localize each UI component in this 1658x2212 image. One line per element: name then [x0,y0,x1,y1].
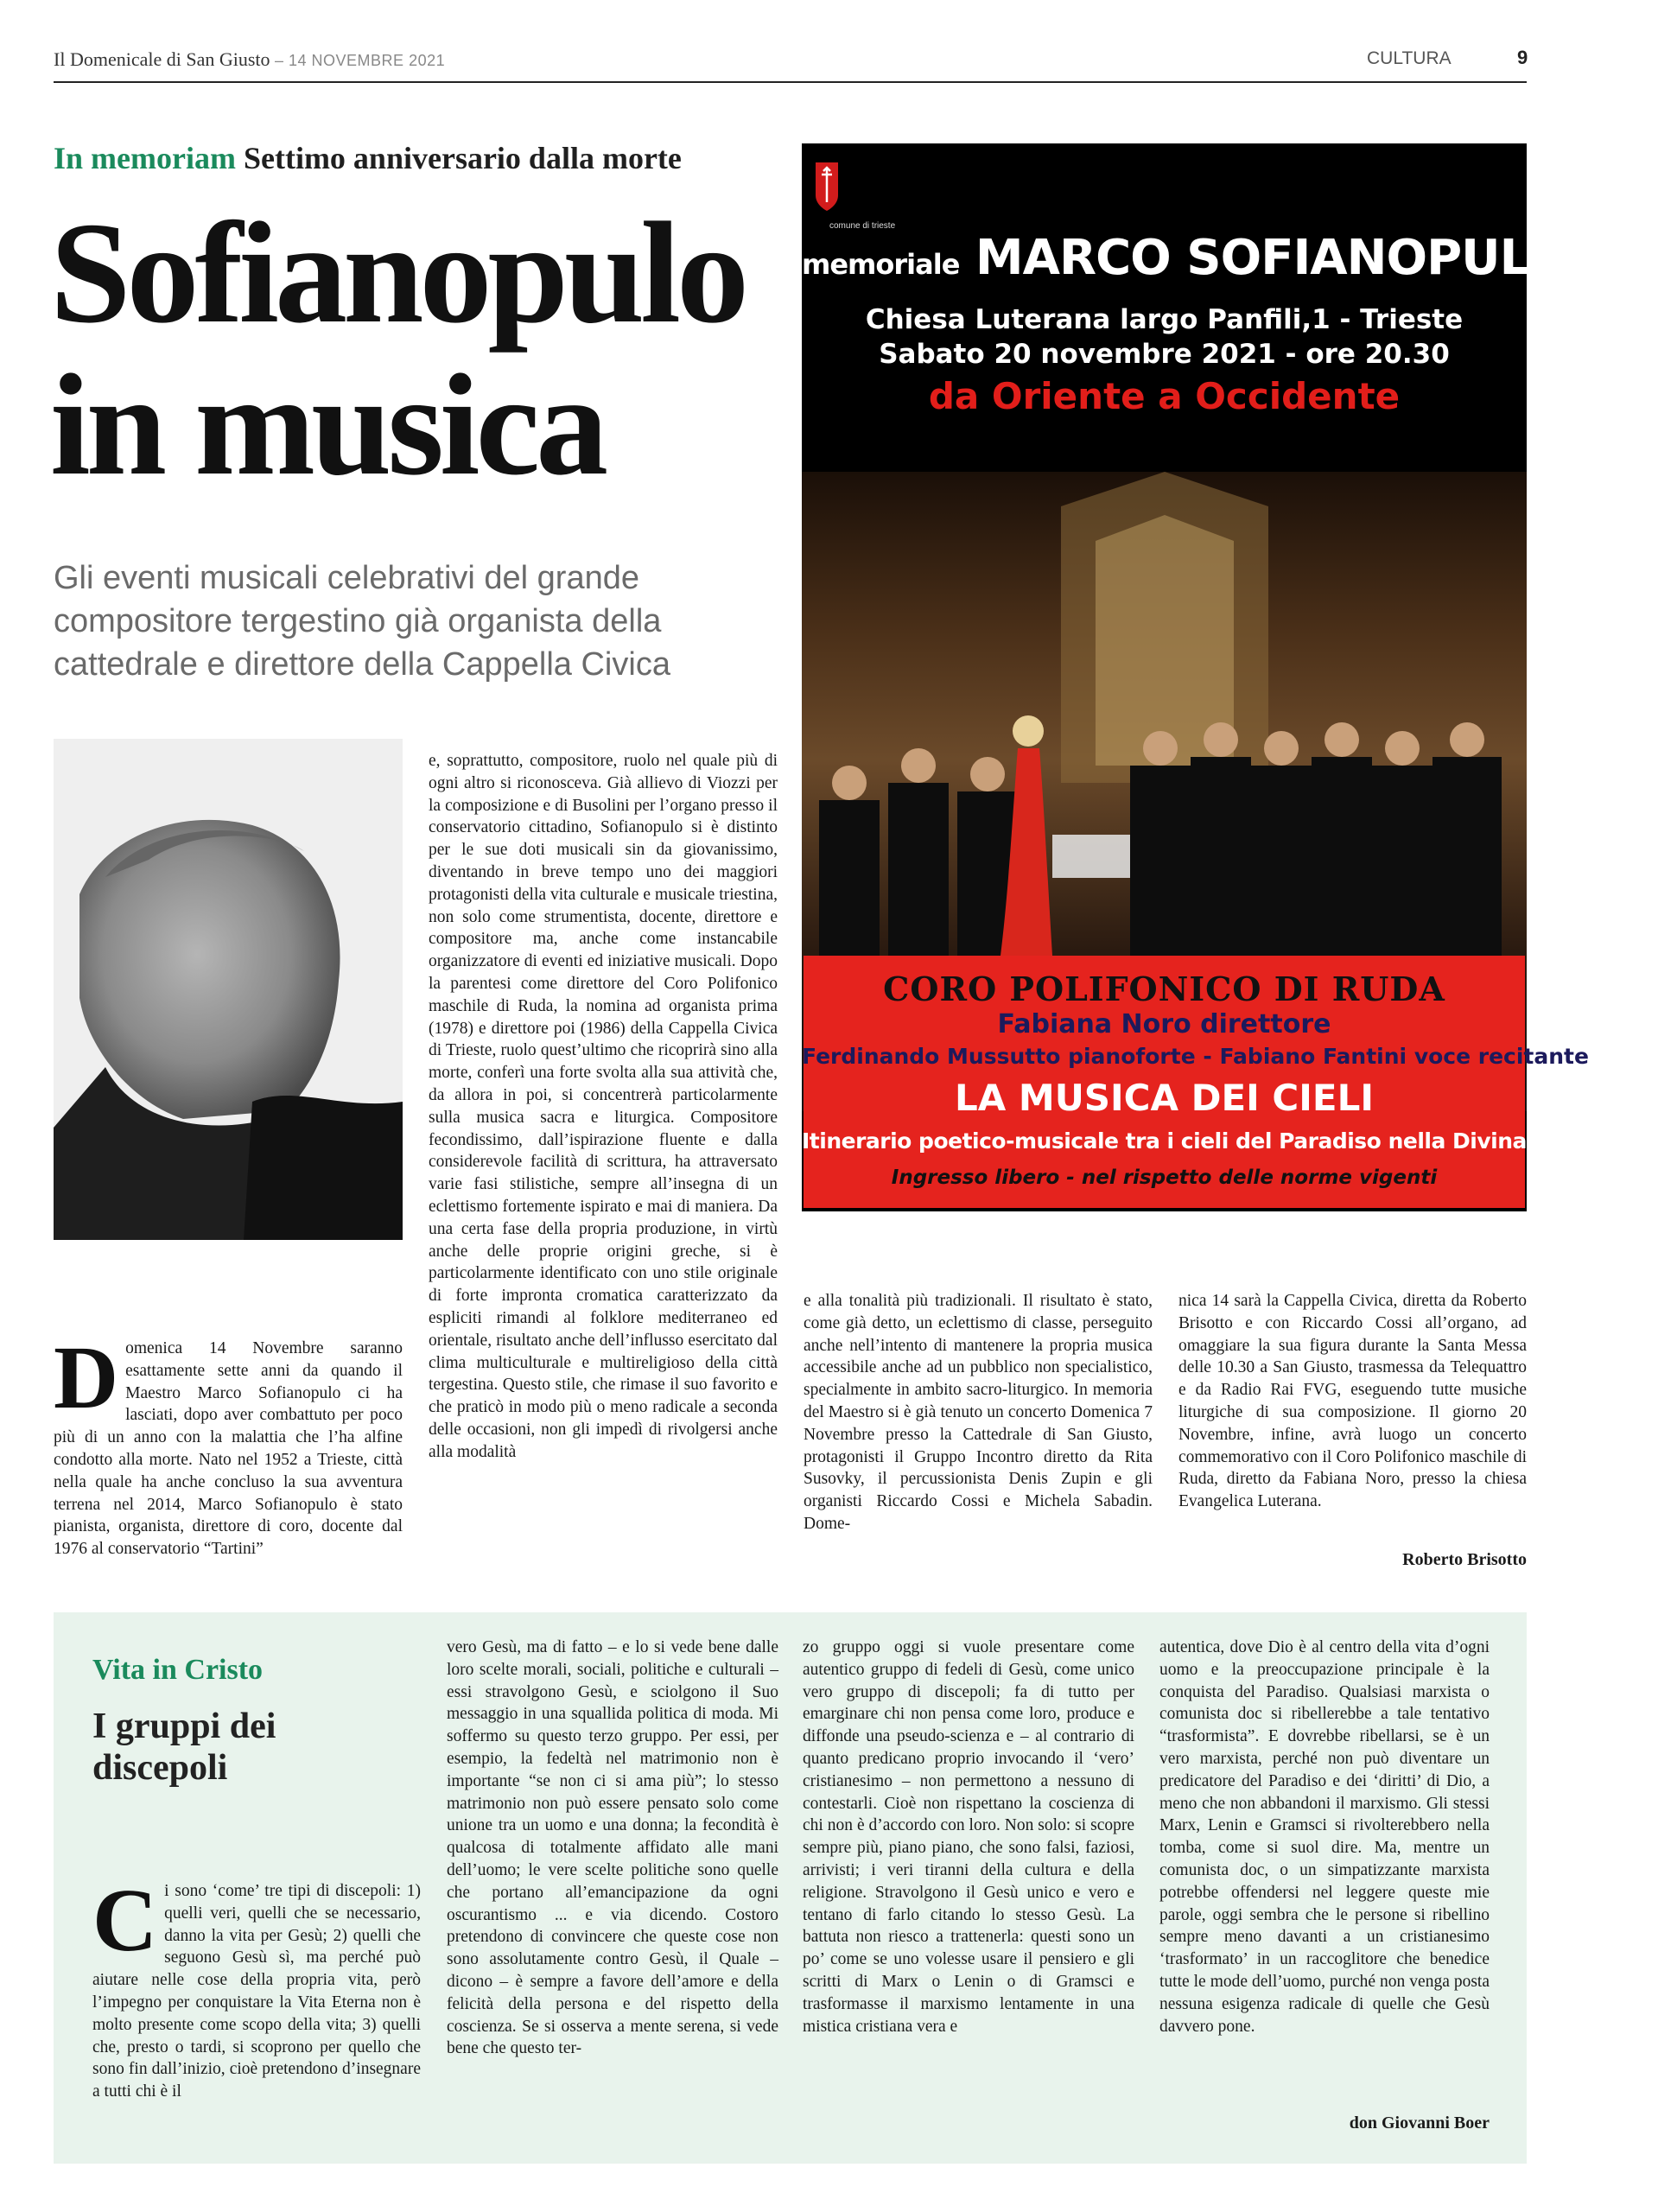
sidebar-column-2: vero Gesù, ma di fatto – e lo si vede bene dalle loro scelte morali, sociali, politiche e culturali – essi stravolgono Gesù, e sciolgono il Suo messaggio in una squallida politica di moda. Mi soffermo su questo terzo gruppo. Per essi, per esempio, la fedeltà nel matrimonio non è importante “se non ci si ama più”; lo stesso matrimonio non può essere pensato solo come unione tra un uomo e una donna; la fecondità è qualcosa di totalmente affidato alle mani dell’uomo; le vere scelte politiche sono quelle che portano all’emancipazione da ogni oscurantismo ... e via dicendo. Costoro pretendono di convincere che queste cose non sono assolutamente contro Gesù, il Quale – dicono – è sempre a favore dell’amore e della felicità della persona e del rispetto della coscienza. Se si osserva a mente serena, si vede bene che questo ter- [447,1638,778,2058]
poster-program-subtitle: Itinerario poetico-musicale tra i cieli del Paradiso nella Divina Commedia [802,1128,1658,1154]
sidebar-dropcap: C [92,1871,158,1970]
article-column-4: nica 14 sarà la Cappella Civica, diretta da Roberto Brisotto e con Riccardo Cossi all’organo, ad omaggiare la sua figura durante la Santa Messa delle 10.30 a San Giusto, trasmessa da Telequattro e da Radio Rai FVG, eseguendo tutte musiche liturgiche di sua composizione. Il giorno 20 Novembre, infine, avrà luogo un concerto commemorativo con il Coro Polifonico maschile di Ruda, diretto da Fabiana Noro, presso la chiesa Evangelica Luterana. [1178,1292,1527,1511]
article-kicker [54,140,682,176]
trieste-coat-of-arms-icon [814,161,840,213]
article-column-1-text: omenica 14 Novembre saranno esattamente sette anni da quando il Maestro Marco Sofianopulo ci ha lasciati, dopo aver combattuto per poco più di un anno con la malattia che l’ha alfine condotto alla morte. Nato nel 1952 a Trieste, città nella quale ha anche concluso la sua avventura terrena nel 2014, Marco Sofianopulo è stato pianista, organista, direttore di coro, docente dal 1976 al conservatorio “Tartini” [54,1339,403,1559]
poster-title [802,230,1568,286]
poster-director: Fabiana Noro direttore [997,1009,1331,1039]
sidebar-column-4: autentica, dove Dio è al centro della vita d’ogni uomo e la preoccupazione principale è la conquista del Paradiso. Qualsiasi marxista o comunista doc si ribellerebbe a tale tentativo “trasformista”. E dovrebbe ribellarsi, se è un vero marxista, perché non può diventare un predicatore del Paradiso e dei ‘diritti’ di Dio, a meno che non abbandoni il marxismo. Gli stessi Marx, Lenin e Gramsci si rivolterebbero nella tomba, come si suol dire. Ma, mentre un comunista doc, o un simpatizzante marxista potrebbe offendersi nel leggere queste mie parole, oggi sembra che le persone si ribellino sempre meno davanti a un cristianesimo ‘trasformato’ in un raccoglitore che benedice tutte le mode dell’uomo, purché non venga posta nessuna esigenza radicale di quelle che Gesù davvero pone. [1159,1638,1490,2036]
poster-tagline: da Oriente a Occidente [928,375,1401,417]
article-deck: Gli eventi musicali celebrativi del grande compositore tergestino già organista della cattedrale e direttore della Cappella Civica [54,560,670,683]
article-column-3: e alla tonalità più tradizionali. Il risultato è stato, come già detto, un eclettismo di classe, perseguito anche nell’intento di mantenere la propria musica accessibile anche ad un pubblico non specialistico, specialmente in ambito sacro-liturgico. In memoria del Maestro si è già tenuto un concerto Domenica 7 Novembre presso la Cattedrale di San Giusto, protagonisti il Gruppo Incontro diretto da Rita Susovky, il percussionista Denis Zupin e gli organisti Riccardo Cossi e Michela Sabadin. Dome- [804,1292,1153,1533]
article-dropcap: D [54,1328,119,1427]
poster-venue: Chiesa Luterana largo Panfili,1 - Trieste [865,304,1464,335]
sidebar-article-author: don Giovanni Boer [1349,2113,1490,2133]
section-name: CULTURA [1367,48,1452,68]
article-headline: Sofianopulo in musica [50,193,746,505]
concert-poster [802,143,1658,1211]
poster-title-prefix: memoriale [802,248,960,281]
sidebar-article-title: I gruppi dei discepoli [92,1707,276,1788]
poster-datetime: Sabato 20 novembre 2021 - ore 20.30 [879,339,1450,370]
publication-name: Il Domenicale di San Giusto [54,48,270,70]
sidebar-column-1 [92,1871,421,2103]
sidebar-article-label: Vita in Cristo [92,1654,264,1686]
article-author: Roberto Brisotto [1402,1550,1527,1569]
kicker-topic: In memoriam [54,141,236,175]
poster-choir-name: CORO POLIFONICO DI RUDA [883,969,1445,1008]
kicker-text: Settimo anniversario dalla morte [243,141,682,175]
issue-date: – 14 NOVEMBRE 2021 [275,52,446,69]
header-divider [54,81,1527,83]
poster-logo-label: comune di trieste [829,221,896,231]
article-column-1 [54,1328,403,1560]
poster-title-name: MARCO SOFIANOPULO [975,230,1568,286]
sidebar-column-3: zo gruppo oggi si vuole presentare come autentico gruppo di fedeli di Gesù, come unico vero gruppo di discepoli; fa di tutto per emarginare chi non pensa come loro, produce e diffonde una pseudo-scienza e – al contrario di quanto predicano proprio invocando il ‘vero’ cristianesimo – non permettono a nessuno di contestarli. Cioè non rispettano la coscienza di chi non è d’accordo con loro. Non solo: si scopre sempre più, piano piano, che sono falsi, faziosi, arrivisti; i veri tiranni della cultura e della religione. Stravolgono il Gesù unico e vero e tentano di farlo citando lo stesso Gesù. La battuta non riesco a trattenerla: questi sono un po’ come se uno volesse usare il pensiero e gli scritti di Marx o Lenin o di Gramsci e trasformasse il marxismo lentamente in una mistica cristiana vera e [803,1638,1134,2036]
article-column-2: e, soprattutto, compositore, ruolo nel quale più di ogni altro si riconosceva. Già allievo di Viozzi per la composizione e di Busolini per l’organo presso il conservatorio cittadino, Sofianopulo si è distinto per le sue doti musicali sin da giovanissimo, diventando in breve tempo uno dei maggiori protagonisti della vita culturale e musicale triestina, non solo come strumentista, docente, direttore e compositore ma, anche come instancabile organizzatore di eventi ed iniziative musicali. Dopo la parentesi come direttore del Coro Polifonico maschile di Ruda, la nomina ad organista prima (1978) e direttore poi (1986) della Cappella Civica di Trieste, ruolo quest’ultimo che ricoprirà sino alla morte, conferì una forte svolta alla sua attività che, da allora in poi, si concentrerà particolarmente sulla musica sacra e liturgica. Compositore fecondissimo, dall’ispirazione fluente e dalla considerevole facilità di scrittura, ha attraversato varie fasi stilistiche, sempre all’insegna di un eclettismo fortemente ispirato e mai di maniera. Da una certa fase della propria produzione, in virtù anche delle proprie origini greche, si è particolarmente identificato con uno stile originale di forte impronta cromatica caratterizzato da espliciti rimandi al folklore mediterraneo ed orientale, risultato anche dell’influsso esercitato dal clima multiculturale e multireligioso della città tergestina. Questo stile, che rimase il suo favorito e che praticò in modo più o meno radicale a seconda delle occasioni, non gli impedì di rivolgersi anche alla modalità [429,752,778,1461]
sidebar-column-1-text: i sono ‘come’ tre tipi di discepoli: 1) quelli veri, quelli che se necessario, danno la vita per Gesù; 2) quelli che seguono Gesù sì, ma perché può aiutare nelle cose della propria vita, però l’impegno per conquistare la Vita Eterna non è molto presente come scopo della vita; 3) quelli che, presto o tardi, si scoprono per quello che sono fin dall’inizio, cioè pretendono d’insegnare a tutti chi è il [92,1882,421,2101]
publication-header [54,48,445,71]
poster-program-title: LA MUSICA DEI CIELI [955,1077,1374,1119]
poster-performers: Ferdinando Mussutto pianoforte - Fabiano Fantini voce recitante [802,1044,1589,1069]
page-number: 9 [1517,47,1528,68]
poster-entry-note: Ingresso libero - nel rispetto delle norme vigenti [891,1166,1438,1189]
portrait-illustration [54,739,403,1240]
portrait-photo [54,739,403,1240]
